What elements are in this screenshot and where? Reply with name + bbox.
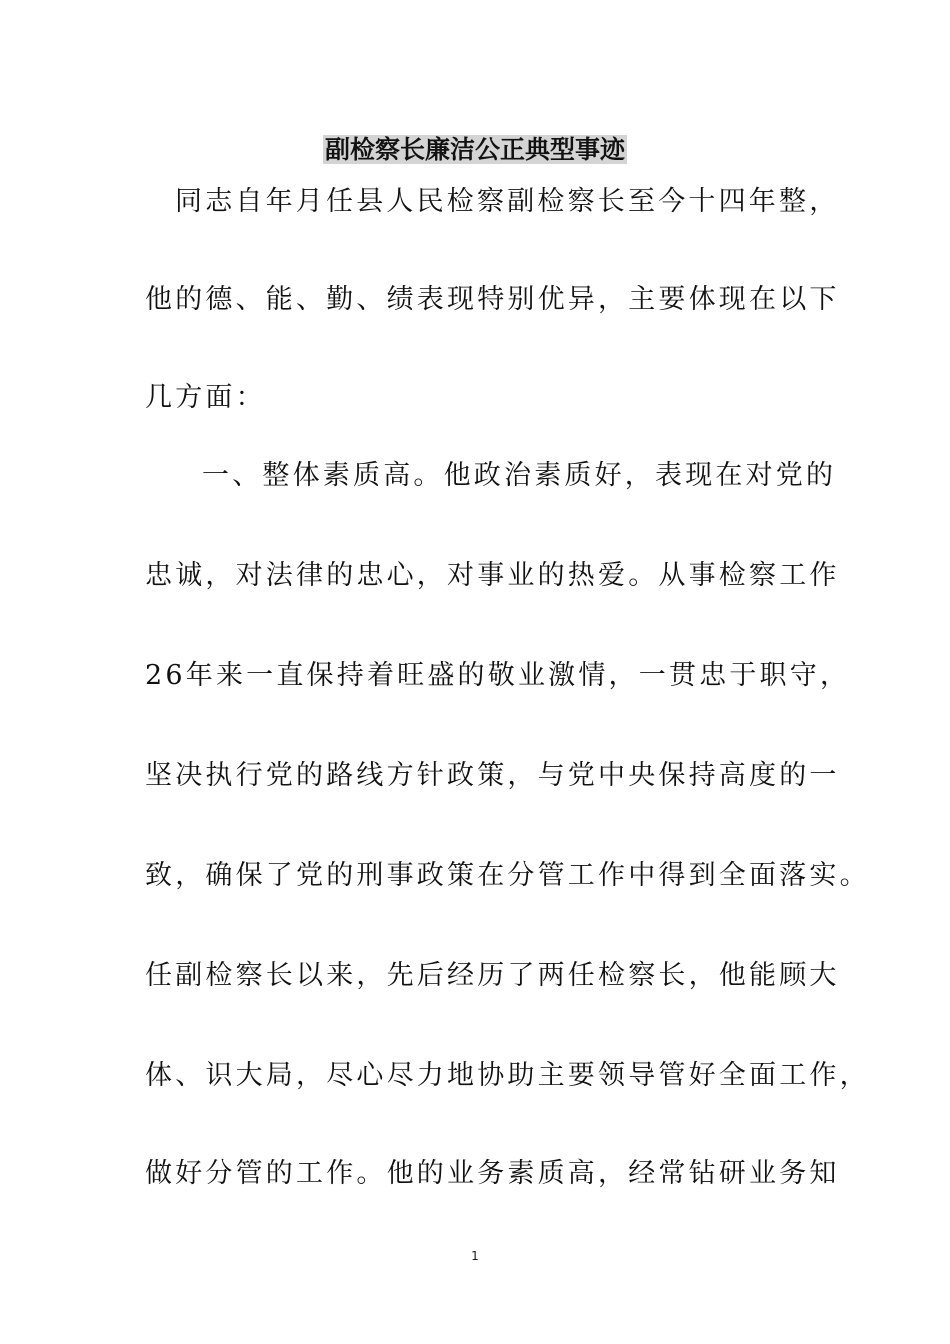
paragraph-line-7: 坚决执行党的路线方针政策，与党中央保持高度的一 xyxy=(145,760,840,791)
paragraph-line-10: 体、识大局，尽心尽力地协助主要领导管好全面工作， xyxy=(145,1060,870,1091)
document-title xyxy=(0,133,950,167)
page-number: 1 xyxy=(471,1249,479,1263)
paragraph-line-8: 致，确保了党的刑事政策在分管工作中得到全面落实。 xyxy=(145,860,870,891)
paragraph-line-11: 做好分管的工作。他的业务素质高，经常钻研业务知 xyxy=(145,1158,840,1189)
paragraph-line-9: 任副检察长以来，先后经历了两任检察长，他能顾大 xyxy=(145,960,840,991)
paragraph-line-3: 几方面： xyxy=(145,382,266,413)
document-title-text: 副检察长廉洁公正典型事迹 xyxy=(324,135,625,164)
paragraph-line-4: 一、整体素质高。他政治素质好，表现在对党的 xyxy=(202,460,837,491)
paragraph-line-6: 26年来一直保持着旺盛的敬业激情，一贯忠于职守， xyxy=(145,660,851,691)
paragraph-line-5: 忠诚，对法律的忠心，对事业的热爱。从事检察工作 xyxy=(145,560,840,591)
paragraph-line-2: 他的德、能、勤、绩表现特别优异，主要体现在以下 xyxy=(145,284,840,315)
paragraph-line-1: 同志自年月任县人民检察副检察长至今十四年整， xyxy=(175,186,840,217)
